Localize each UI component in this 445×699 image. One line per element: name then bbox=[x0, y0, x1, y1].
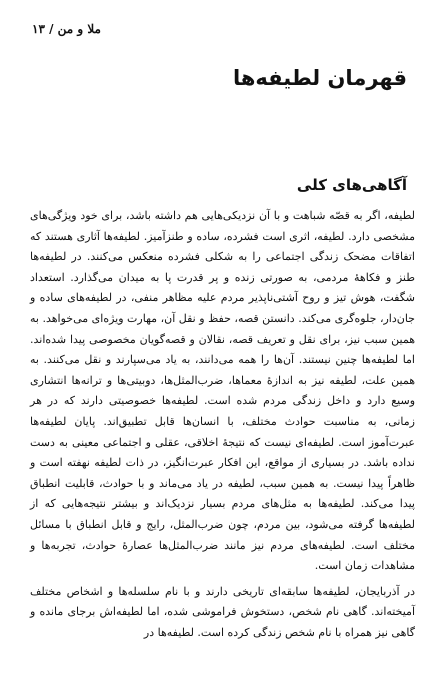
paragraph: در آذربایجان، لطیفه‌ها سابقه‌ای تاریخی دارند و با نام سلسله‌ها و اشخاص مختلف آمیخته‌اند. گاهی نام شخص، دستخوش فراموشی شده، اما لطیفه‌اش برجای مانده و گاهی نیز همراه با نام شخص زندگی کرده است. لطیفه‌ها در bbox=[30, 584, 415, 639]
header-separator: / bbox=[49, 22, 54, 36]
paragraph: لطیفه، اگر به قصّه شباهت و با آن نزدیکی‌هایی هم داشته باشد، برای خود ویژگی‌های مشخصی دارد. لطیفه، اثری است فشرده، ساده و طنزآمیز. لطیفه‌ها آثاری هستند که اتفاقات مضحک زندگی اجتماعی را به شکلی فشرده منعکس می‌کنند. در لطیفه‌ها طنز و فکاهۀ مردمی، به صورتی زنده و پر قدرت پا به میدان می‌گذارد. استعداد شگفت، هوش تیز و روح آشتی‌ناپذیر مردم علیه مظاهر منفی، در لطیفه‌های ساده و جان‌دار، جلوه‌گری می‌کند. دانستن قصه، حفظ و نقل آن، مهارت ویژه‌ای می‌خواهد. به همین سبب نیز، برای نقل و تعریف قصه، نقالان و قصه‌گویان مخصوصی پیدا شده‌اند. اما لطیفه‌ها چنین نیستند. آن‌ها را همه می‌دانند، به یاد می‌سپارند و نقل می‌کنند. به همین علت، لطیفه نیز به اندازۀ معماها، ضرب‌المثل‌ها، دوبیتی‌ها و ترانه‌ها انتشاری وسیع دارد و داخل زندگی مردم شده است. لطیفه‌ها خصوصیتی دارند که در هر زمانی، به مناسبت حوادث مختلف، با انسان‌ها قابل تطبیق‌اند. پایان لطیفه‌ها عبرت‌آموز است. لطیفه‌ای نیست که نتیجۀ اخلاقی، عقلی و اجتماعی معینی به دست نداده باشد. در بسیاری از مواقع، این افکار عبرت‌انگیز، در ذات لطیفه نهفته است و ظاهراً پیدا نیست. به همین سبب، لطیفه در یاد می‌ماند و با حوادث، قابلیت انطباق پیدا می‌کند. لطیفه‌ها به مثل‌های مردم بسیار نزدیک‌اند و بیشتر نتیجه‌هایی که از لطیفه‌ها گرفته می‌شود، بین مردم، چون ضرب‌المثل، رایج و قابل انطباق با مسائل مختلف است. لطیفه‌های مردم نیز مانند ضرب‌المثل‌ها عصارۀ حوادث، تجربه‌ها و مشاهدات زمان است. bbox=[30, 209, 416, 573]
page-number: ۱۳ bbox=[32, 22, 45, 36]
running-header bbox=[32, 20, 417, 38]
body-text bbox=[30, 206, 415, 643]
chapter-title: قهرمان لطیفه‌ها bbox=[232, 66, 407, 90]
book-title: ملا و من bbox=[57, 22, 101, 36]
section-heading: آگاهی‌های کلی bbox=[296, 176, 407, 194]
running-header-title bbox=[32, 22, 101, 36]
